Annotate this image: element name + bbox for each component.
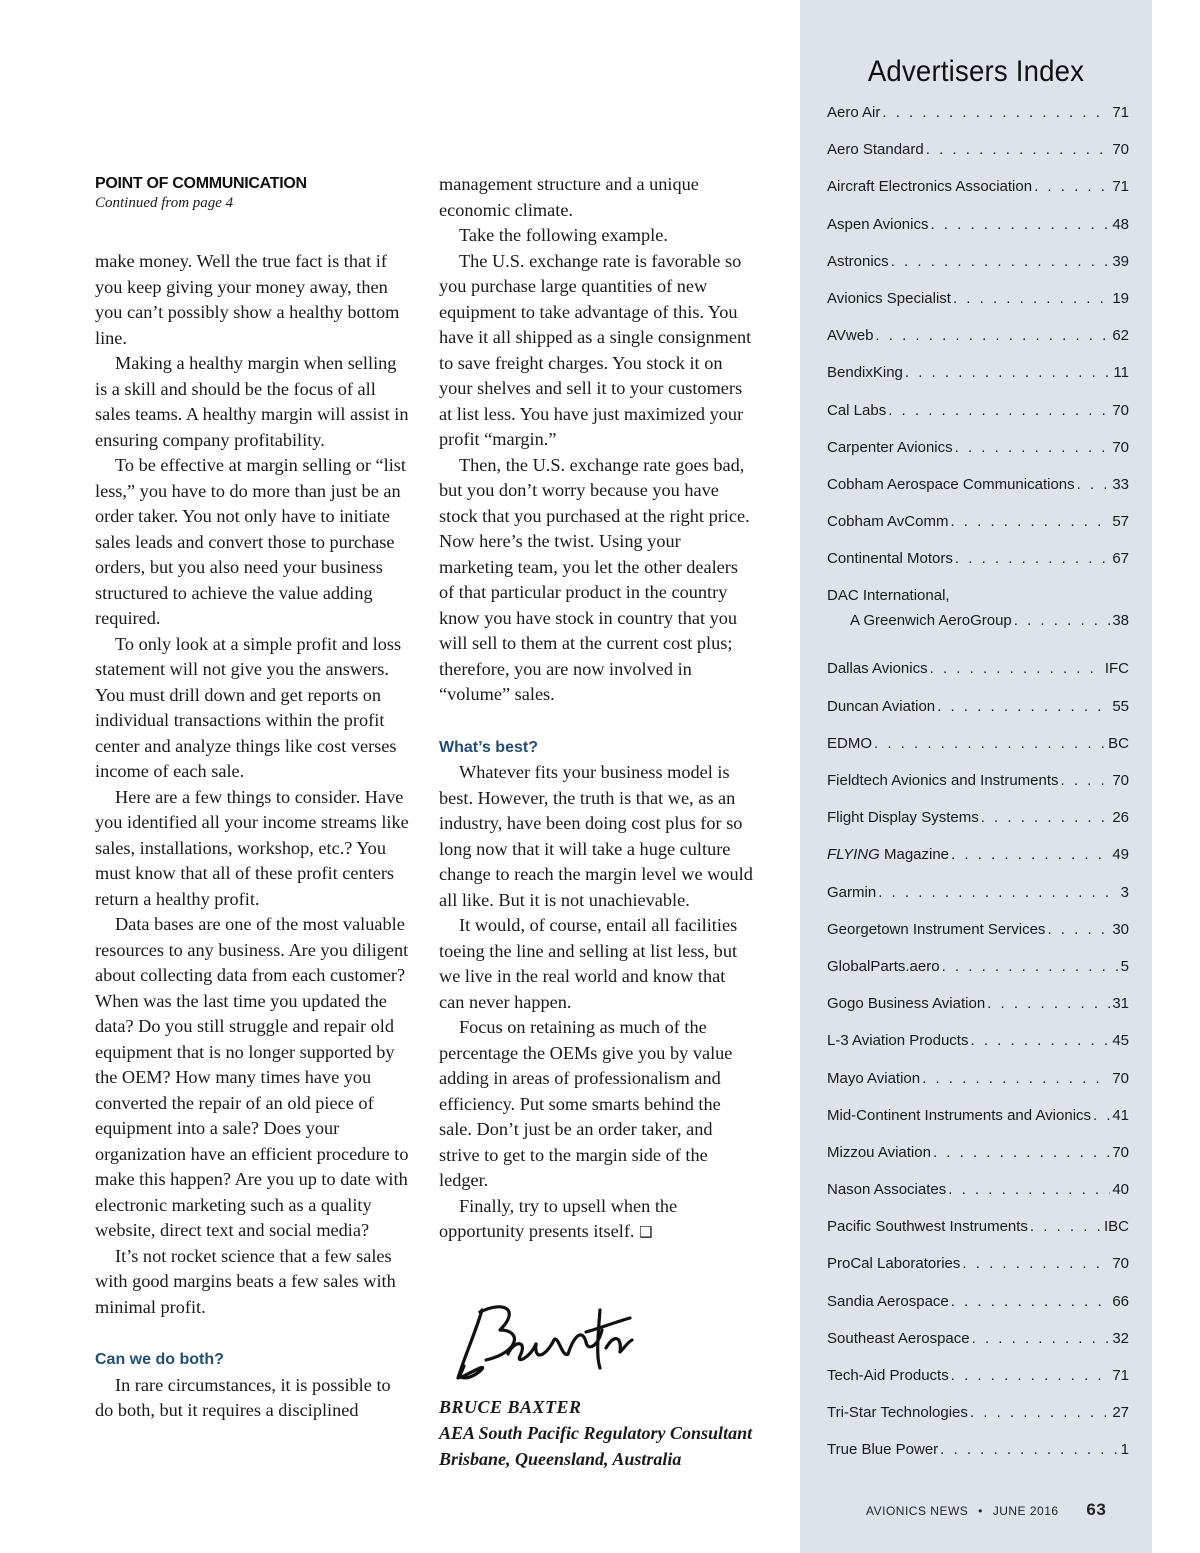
advertiser-name: GlobalParts.aero <box>827 957 940 975</box>
advertiser-entry <box>827 141 1129 178</box>
author-title: AEA South Pacific Regulatory Consultant <box>439 1423 753 1443</box>
advertiser-name: Gogo Business Aviation <box>827 995 986 1013</box>
dot-leader <box>1077 476 1111 493</box>
dot-leader <box>926 141 1111 158</box>
advertiser-name: Fieldtech Avionics and Instruments <box>827 772 1059 789</box>
advertiser-entry <box>827 1144 1129 1181</box>
advertiser-entry <box>827 439 1129 476</box>
advertiser-name: Duncan Aviation <box>827 697 936 715</box>
paragraph: Here are a few things to consider. Have you identified all your income streams like sales, installations, workshop, etc.? You must know that all of these profit centers return a healthy profit. <box>95 786 409 909</box>
advertiser-entry <box>827 290 1129 327</box>
advertiser-page: 70 <box>1112 772 1129 789</box>
paragraph: management structure and a unique economic climate. <box>439 174 699 220</box>
author-name: BRUCE BAXTER <box>439 1397 582 1417</box>
advertiser-page: 26 <box>1112 809 1129 827</box>
advertisers-list <box>827 104 1129 1479</box>
paragraph: Take the following example. <box>459 225 668 245</box>
advertiser-page: 70 <box>1112 1143 1129 1161</box>
advertiser-name: Aero Air <box>827 104 881 121</box>
footer-separator: • <box>978 1504 983 1518</box>
advertiser-page: 48 <box>1112 215 1129 233</box>
advertiser-entry <box>827 1367 1129 1404</box>
advertiser-name: Georgetown Instrument Services <box>827 920 1046 938</box>
dot-leader <box>951 1367 1111 1384</box>
advertiser-entry <box>827 1032 1129 1069</box>
advertiser-entry <box>827 104 1129 141</box>
signature-image <box>450 1296 640 1386</box>
advertiser-page: 70 <box>1112 401 1129 419</box>
dot-leader <box>1034 178 1110 195</box>
advertiser-page: 57 <box>1112 513 1129 531</box>
advertiser-entry <box>827 253 1129 290</box>
advertiser-name: Flight Display Systems <box>827 809 979 827</box>
advertiser-name: Garmin <box>827 883 877 901</box>
paragraph: In rare circumstances, it is possible to do both, but it requires a disciplined <box>95 1374 391 1420</box>
advertiser-page: 33 <box>1112 475 1129 493</box>
paragraph: Data bases are one of the most valuable resources to any business. Are you diligent about collecting data from each customer? When was the last time you updated the data? Do you still struggle and repair old equipment that is no longer supported by the OEM? How many times have you converted the repair of an old piece of equipment into a sale? Does your organization have an efficient procedure to make this happen? Are you up to date with electronic marketing such as a quality website, direct text and social media? <box>95 914 409 1240</box>
dot-leader <box>874 735 1106 752</box>
dot-leader <box>1093 1107 1110 1124</box>
advertiser-name: Tri-Star Technologies <box>827 1404 968 1422</box>
advertiser-entry <box>827 1255 1129 1292</box>
paragraph: The U.S. exchange rate is favorable so you purchase large quantities of new equipment to take advantage of this. You have it all shipped as a single consignment to save freight charges. You stock it on your shelves and sell it to your customers at list less. You have just maximized your profit “margin.” <box>439 250 752 449</box>
dot-leader <box>972 1330 1111 1347</box>
advertiser-name: True Blue Power <box>827 1441 939 1459</box>
article-column-2 <box>439 172 754 1246</box>
advertiser-page: 40 <box>1112 1181 1129 1199</box>
advertiser-name: Cobham AvComm <box>827 513 949 531</box>
advertiser-name: Avionics Specialist <box>827 289 951 307</box>
page-footer <box>866 1500 1106 1520</box>
advertiser-page: 5 <box>1120 957 1129 975</box>
end-mark-icon: ❑ <box>639 1223 653 1241</box>
advertiser-page: 41 <box>1112 1106 1129 1124</box>
dot-leader <box>940 1441 1118 1458</box>
advertiser-page: 49 <box>1112 846 1129 864</box>
publication-name: AVIONICS NEWS <box>866 1504 969 1518</box>
advertiser-name: Mid-Continent Instruments and Avionics <box>827 1106 1092 1124</box>
advertiser-page: 30 <box>1112 920 1129 938</box>
advertiser-entry <box>827 364 1129 401</box>
advertiser-page: 39 <box>1112 252 1129 270</box>
advertiser-page: 62 <box>1112 327 1129 345</box>
advertiser-name-italic: FLYING <box>827 846 880 864</box>
subheading-can-we-do-both: Can we do both? <box>95 1351 224 1368</box>
advertiser-name: Aspen Avionics <box>827 215 929 233</box>
advertiser-entry-dac <box>827 587 1129 660</box>
advertiser-name: BendixKing <box>827 364 903 382</box>
advertiser-page: IFC <box>1104 660 1129 678</box>
advertiser-page: 19 <box>1112 289 1129 307</box>
advertiser-page: 70 <box>1112 438 1129 456</box>
advertiser-page: 32 <box>1112 1329 1129 1347</box>
paragraph: Whatever fits your business model is best. However, the truth is that we, as an industry, have been doing cost plus for so long now that it will take a huge culture change to reach the margin level we would all like. But it is not unachievable. <box>439 762 753 910</box>
advertiser-name: Dallas Avionics <box>827 660 928 678</box>
advertisers-index-title: Advertisers Index <box>867 55 1085 88</box>
advertiser-entry <box>827 958 1129 995</box>
advertiser-page: IBC <box>1103 1218 1129 1236</box>
advertiser-name-line2 <box>827 612 1129 629</box>
advertiser-entry <box>827 1293 1129 1330</box>
dot-leader <box>1047 921 1110 938</box>
advertiser-page: 71 <box>1112 1367 1129 1384</box>
dot-leader <box>987 995 1110 1012</box>
signature-block <box>439 1394 752 1472</box>
dot-leader <box>933 1144 1110 1161</box>
dot-leader <box>878 884 1118 901</box>
dot-leader <box>882 104 1110 121</box>
paragraph <box>439 1194 754 1246</box>
advertiser-page: 71 <box>1112 104 1129 121</box>
advertiser-name: Cobham Aerospace Communications <box>827 475 1075 493</box>
paragraph: Then, the U.S. exchange rate goes bad, but you don’t worry because you have stock that you purchased at the right price. Now here’s the twist. Using your marketing team, you let the other dealers of that particular product in the country know you have stock in country that you will sell to them at the current cost plus; therefore, you are now involved in “volume” sales. <box>439 454 750 704</box>
advertiser-entry <box>827 846 1129 883</box>
advertiser-entry <box>827 921 1129 958</box>
advertiser-entry <box>827 178 1129 215</box>
advertiser-name: Carpenter Avionics <box>827 438 953 456</box>
dot-leader <box>930 660 1103 677</box>
dot-leader <box>888 402 1110 419</box>
article-header <box>95 175 307 212</box>
advertiser-entry <box>827 1441 1129 1478</box>
advertiser-name: Continental Motors <box>827 550 953 568</box>
advertiser-name <box>827 846 949 863</box>
advertiser-entry <box>827 1404 1129 1441</box>
advertiser-page: 1 <box>1120 1441 1129 1459</box>
advertiser-page: 11 <box>1113 364 1129 382</box>
dot-leader <box>922 1070 1110 1087</box>
advertiser-page: 55 <box>1112 697 1129 715</box>
advertiser-name: Cal Labs <box>827 401 887 419</box>
paragraph: make money. Well the true fact is that if you keep giving your money away, then you can’t possibly show a healthy bottom line. <box>95 251 400 348</box>
author-location: Brisbane, Queensland, Australia <box>439 1449 682 1469</box>
advertiser-name: Sandia Aerospace <box>827 1292 949 1310</box>
advertiser-page: 45 <box>1112 1032 1129 1050</box>
article-column-1 <box>95 249 410 1424</box>
dot-leader <box>955 439 1111 456</box>
dot-leader <box>930 216 1110 233</box>
advertiser-name: AVweb <box>827 327 874 345</box>
advertiser-name-rest: Magazine <box>879 846 950 864</box>
advertiser-entry <box>827 1330 1129 1367</box>
advertisers-index-sidebar <box>800 0 1152 1553</box>
advertiser-page: 66 <box>1112 1292 1129 1310</box>
dot-leader <box>962 1255 1110 1272</box>
advertiser-name: Aircraft Electronics Association <box>827 178 1033 196</box>
paragraph: To be effective at margin selling or “list less,” you have to do more than just be an order taker. You not only have to initiate sales leads and convert those to purchase orders, but you also need your business structured to achieve the value adding required. <box>95 455 406 628</box>
advertiser-entry <box>827 216 1129 253</box>
section-title: POINT OF COMMUNICATION <box>95 175 307 192</box>
issue-date: JUNE 2016 <box>992 1504 1059 1518</box>
paragraph: It would, of course, entail all facilities toeing the line and selling at list less, but we live in the real world and know that can never happen. <box>439 915 738 1012</box>
advertiser-entry <box>827 402 1129 439</box>
advertiser-name: Southeast Aerospace <box>827 1329 970 1347</box>
dot-leader <box>875 327 1110 344</box>
advertiser-entry <box>827 550 1129 587</box>
dot-leader <box>951 1293 1111 1310</box>
advertiser-entry <box>827 884 1129 921</box>
advertiser-page: BC <box>1108 734 1129 752</box>
dot-leader <box>948 1181 1110 1198</box>
advertiser-entry <box>827 1181 1129 1218</box>
paragraph: To only look at a simple profit and loss statement will not give you the answers. You must drill down and get reports on individual transactions within the profit center and analyze things like cost verses income of each sale. <box>95 633 402 781</box>
advertiser-name: Mayo Aviation <box>827 1069 921 1087</box>
dot-leader <box>942 958 1119 975</box>
advertiser-page: 27 <box>1112 1404 1129 1422</box>
dot-leader <box>970 1404 1110 1421</box>
advertiser-page: 38 <box>1112 612 1129 630</box>
advertiser-entry <box>827 1107 1129 1144</box>
advertiser-name: Tech-Aid Products <box>827 1367 949 1384</box>
advertiser-subname: A Greenwich AeroGroup <box>850 612 1012 630</box>
dot-leader <box>950 513 1110 530</box>
advertiser-name: Astronics <box>827 252 889 270</box>
dot-leader <box>937 698 1110 715</box>
paragraph: It’s not rocket science that a few sales with good margins beats a few sales with minimal profit. <box>95 1245 396 1317</box>
closing-sentence: Finally, try to upsell when the opportunity presents itself. <box>439 1195 678 1241</box>
advertiser-entry <box>827 995 1129 1032</box>
advertiser-page: 3 <box>1120 883 1129 901</box>
dot-leader <box>955 550 1110 567</box>
advertiser-entry <box>827 513 1129 550</box>
advertiser-page: 31 <box>1112 995 1129 1013</box>
advertiser-entry <box>827 1218 1129 1255</box>
advertiser-entry <box>827 1070 1129 1107</box>
advertiser-page: 70 <box>1112 1255 1129 1273</box>
advertiser-page: 67 <box>1112 550 1129 568</box>
dot-leader <box>891 253 1111 270</box>
advertiser-name: Aero Standard <box>827 141 924 159</box>
advertiser-entry <box>827 735 1129 772</box>
advertiser-entry <box>827 327 1129 364</box>
dot-leader <box>1061 772 1111 789</box>
subheading-whats-best: What’s best? <box>439 738 538 756</box>
advertiser-entry <box>827 698 1129 735</box>
paragraph: Focus on retaining as much of the percentage the OEMs give you by value adding in areas of professionalism and efficiency. Put some smarts behind the sale. Don’t just be an order taker, and strive to get to the margin side of the ledger. <box>439 1017 733 1190</box>
advertiser-entry <box>827 476 1129 513</box>
advertiser-page: 70 <box>1112 141 1129 159</box>
advertiser-page: 71 <box>1112 178 1129 196</box>
advertiser-name: L-3 Aviation Products <box>827 1032 969 1050</box>
advertiser-name: DAC International, <box>827 587 950 605</box>
dot-leader <box>970 1032 1110 1049</box>
dot-leader <box>953 290 1110 307</box>
advertiser-name: ProCal Laboratories <box>827 1255 961 1273</box>
advertiser-page: 70 <box>1112 1069 1129 1087</box>
paragraph: Making a healthy margin when selling is a skill and should be the focus of all sales teams. A healthy margin will assist in ensuring company profitability. <box>95 353 409 450</box>
dot-leader <box>905 364 1112 381</box>
advertiser-name: Pacific Southwest Instruments <box>827 1218 1028 1236</box>
advertiser-name: Mizzou Aviation <box>827 1143 931 1161</box>
advertiser-name: EDMO <box>827 734 872 752</box>
dot-leader <box>1014 612 1111 629</box>
advertiser-entry <box>827 660 1129 697</box>
dot-leader <box>1030 1218 1102 1235</box>
dot-leader <box>951 846 1110 863</box>
advertiser-name: Nason Associates <box>827 1181 947 1199</box>
continued-note: Continued from page 4 <box>95 195 234 211</box>
advertiser-entry <box>827 772 1129 809</box>
advertiser-entry <box>827 809 1129 846</box>
page-number: 63 <box>1086 1500 1107 1519</box>
dot-leader <box>981 809 1111 826</box>
